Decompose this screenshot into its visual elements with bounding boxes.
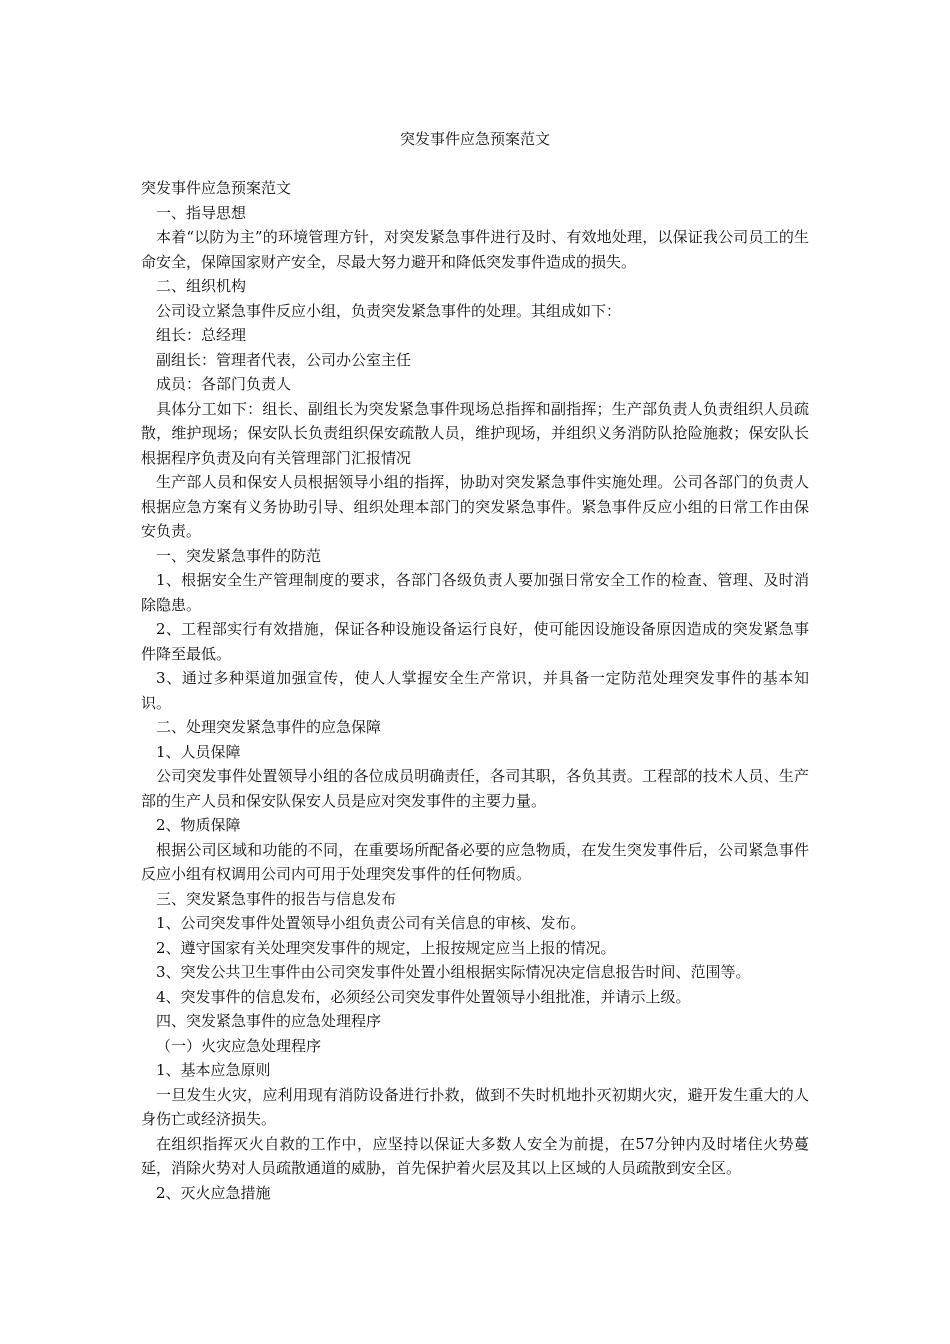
paragraph: 公司突发事件处置领导小组的各位成员明确责任，各司其职，各负其责。工程部的技术人员、生产部的生产人员和保安队保安人员是应对突发事件的主要力量。: [141, 767, 809, 810]
document-body: [141, 176, 809, 1205]
paragraph: 副组长：管理者代表，公司办公室主任: [156, 350, 412, 369]
document-title: 突发事件应急预案范文: [399, 130, 550, 148]
paragraph: 成员：各部门负责人: [156, 375, 292, 393]
section-heading: 一、突发紧急事件的防范: [156, 546, 322, 565]
list-item: 2、工程部实行有效措施，保证各种设施设备运行良好，使可能因设施设备原因造成的突发紧急事件降至最低。: [141, 620, 809, 663]
list-item: 1、根据安全生产管理制度的要求，各部门各级负责人要加强日常安全工作的检查、管理、及时消除隐患。: [141, 571, 809, 614]
paragraph: 一旦发生火灾，应利用现有消防设备进行扑救，做到不失时机地扑灭初期火灾，避开发生重大的人身伤亡或经济损失。: [141, 1085, 809, 1128]
list-item: 3、突发公共卫生事件由公司突发事件处置小组根据实际情况决定信息报告时间、范围等。: [156, 963, 751, 981]
subsection-heading: 1、基本应急原则: [156, 1061, 271, 1079]
section-heading: 二、组织机构: [156, 277, 247, 295]
paragraph: 公司设立紧急事件反应小组，负责突发紧急事件的处理。其组成如下：: [156, 301, 622, 320]
paragraph: 在组织指挥灭火自救的工作中，应坚持以保证大多数人安全为前提，在57分钟内及时堵住火势蔓延，消除火势对人员疏散通道的威胁，首先保护着火层及其以上区域的人员疏散到安全区。: [141, 1134, 809, 1177]
paragraph: 组长：总经理: [156, 326, 247, 344]
list-item: 2、遵守国家有关处理突发事件的规定，上报按规定应当上报的情况。: [156, 938, 616, 957]
paragraph-heading: 突发事件应急预案范文: [141, 179, 292, 197]
section-heading: 四、突发紧急事件的应急处理程序: [156, 1012, 382, 1030]
list-item: 4、突发事件的信息发布，必须经公司突发事件处置领导小组批准，并请示上级。: [156, 987, 691, 1006]
subsection-heading: （一）火灾应急处理程序: [156, 1036, 322, 1055]
section-heading: 一、指导思想: [156, 203, 247, 222]
paragraph: 具体分工如下：组长、副组长为突发紧急事件现场总指挥和副指挥；生产部负责人负责组织人员疏散，维护现场；保安队长负责组织保安疏散人员，维护现场，并组织义务消防队抢险施救；保安队长根据程序负责及向有关管理部门汇报情况: [141, 399, 809, 467]
subsection-heading: 1、人员保障: [156, 742, 241, 761]
list-item: 3、通过多种渠道加强宣传，使人人掌握安全生产常识，并具备一定防范处理突发事件的基本知识。: [141, 669, 809, 712]
subsection-heading: 2、物质保障: [156, 816, 241, 834]
section-heading: 三、突发紧急事件的报告与信息发布: [156, 889, 397, 908]
paragraph: 本着“以防为主”的环境管理方针，对突发紧急事件进行及时、有效地处理，以保证我公司员工的生命安全，保障国家财产安全，尽最大努力避开和降低突发事件造成的损失。: [141, 228, 809, 271]
subsection-heading: 2、灭火应急措施: [156, 1183, 271, 1202]
paragraph: 生产部人员和保安人员根据领导小组的指挥，协助对突发紧急事件实施处理。公司各部门的负责人根据应急方案有义务协助引导、组织处理本部门的突发紧急事件。紧急事件反应小组的日常工作由保安负责。: [141, 473, 809, 540]
paragraph: 根据公司区域和功能的不同，在重要场所配备必要的应急物质，在发生突发事件后，公司紧急事件反应小组有权调用公司内可用于处理突发事件的任何物质。: [141, 840, 809, 883]
list-item: 1、公司突发事件处置领导小组负责公司有关信息的审核、发布。: [156, 914, 586, 932]
section-heading: 二、处理突发紧急事件的应急保障: [156, 718, 382, 736]
